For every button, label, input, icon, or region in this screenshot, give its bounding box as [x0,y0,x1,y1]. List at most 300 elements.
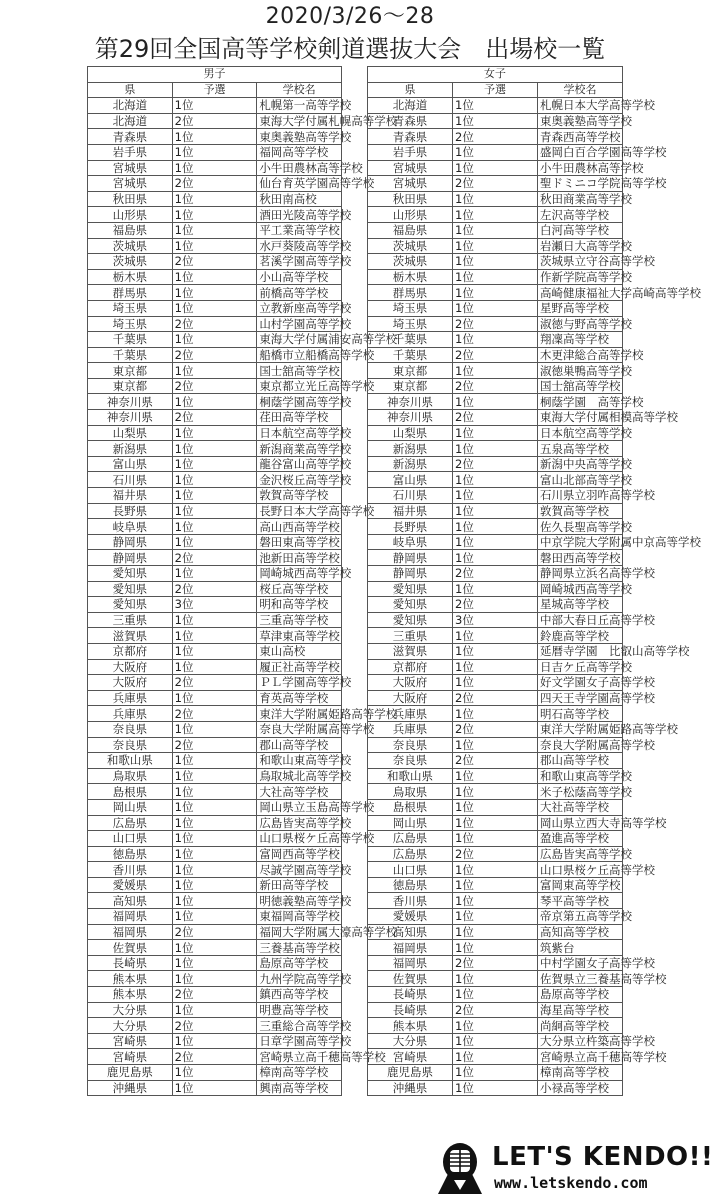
qualifier-rank-cell: 1位 [172,893,257,909]
table-row [88,831,342,847]
qualifier-rank-cell: 1位 [172,425,257,441]
prefecture-cell: 大阪府 [88,659,173,675]
school-name-cell: 佐賀県立三養基高等学校 [538,971,623,987]
table-row [88,706,342,722]
school-name-cell: 草津東高等学校 [257,628,342,644]
table-row [88,581,342,597]
qualifier-rank-cell: 2位 [453,456,538,472]
prefecture-cell: 新潟県 [88,441,173,457]
school-name-cell: 新田高等学校 [257,877,342,893]
qualifier-rank-cell: 1位 [453,659,538,675]
prefecture-cell: 栃木県 [368,269,453,285]
table-row [368,519,623,535]
school-name-cell: 桐蔭学園高等学校 [257,394,342,410]
qualifier-rank-cell: 2位 [172,1049,257,1065]
table-row [368,566,623,582]
prefecture-cell: 三重県 [368,628,453,644]
qualifier-rank-cell: 1位 [172,238,257,254]
school-name-cell: 磐田西高等学校 [538,550,623,566]
qualifier-rank-cell: 2位 [453,129,538,145]
table-row [368,1018,623,1034]
table-row [88,643,342,659]
prefecture-cell: 秋田県 [368,191,453,207]
school-name-cell: 岩瀬日大高等学校 [538,238,623,254]
table-row [88,737,342,753]
qualifier-rank-cell: 2位 [172,347,257,363]
table-row [88,1002,342,1018]
qualifier-rank-cell: 1位 [172,285,257,301]
school-name-cell: 立教新座高等学校 [257,300,342,316]
prefecture-cell: 山梨県 [88,425,173,441]
school-name-cell: 小山高等学校 [257,269,342,285]
qualifier-rank-cell: 1位 [172,971,257,987]
prefecture-cell: 香川県 [88,862,173,878]
table-row [368,378,623,394]
prefecture-cell: 群馬県 [368,285,453,301]
prefecture-cell: 京都府 [88,643,173,659]
prefecture-cell: 宮城県 [88,160,173,176]
school-name-cell: 九州学院高等学校 [257,971,342,987]
prefecture-cell: 鹿児島県 [368,1065,453,1081]
prefecture-cell: 静岡県 [368,566,453,582]
table-row [368,254,623,270]
qualifier-rank-cell: 1位 [172,98,257,114]
qualifier-rank-cell: 1位 [172,456,257,472]
qualifier-rank-cell: 1位 [172,144,257,160]
school-name-cell: 茗溪学園高等学校 [257,254,342,270]
qualifier-rank-cell: 1位 [453,332,538,348]
logo-url: www.letskendo.com [494,1174,648,1192]
table-row [88,254,342,270]
school-name-cell: 郡山高等学校 [538,753,623,769]
table-row [368,456,623,472]
table-row [368,753,623,769]
qualifier-rank-cell: 2位 [172,410,257,426]
school-name-cell: 淑徳与野高等学校 [538,316,623,332]
prefecture-cell: 福井県 [368,503,453,519]
school-name-cell: 和歌山東高等学校 [257,753,342,769]
table-row [88,316,342,332]
prefecture-cell: 兵庫県 [88,690,173,706]
prefecture-cell: 岩手県 [368,144,453,160]
qualifier-rank-cell: 1位 [453,472,538,488]
school-name-cell: 育英高等学校 [257,690,342,706]
qualifier-rank-cell: 1位 [172,1002,257,1018]
table-row [88,160,342,176]
prefecture-cell: 宮城県 [368,176,453,192]
table-row [368,862,623,878]
prefecture-cell: 佐賀県 [88,940,173,956]
qualifier-rank-cell: 1位 [172,1033,257,1049]
table-row [88,971,342,987]
prefecture-cell: 徳島県 [368,877,453,893]
table-row [368,191,623,207]
school-name-cell: 青森西高等学校 [538,129,623,145]
school-name-cell: 明豊高等学校 [257,1002,342,1018]
table-row [88,113,342,129]
school-name-cell: 桐蔭学園 高等学校 [538,394,623,410]
prefecture-cell: 石川県 [88,472,173,488]
school-name-cell: 東洋大学附属姫路高等学校 [257,706,342,722]
school-name-cell: 仙台育英学園高等学校 [257,176,342,192]
prefecture-cell: 山口県 [368,862,453,878]
school-name-cell: 興南高等学校 [257,1080,342,1096]
prefecture-cell: 岡山県 [368,815,453,831]
column-header-school: 学校名 [538,82,623,98]
table-row [88,363,342,379]
prefecture-cell: 茨城県 [88,238,173,254]
prefecture-cell: 島根県 [88,784,173,800]
prefecture-cell: 鳥取県 [368,784,453,800]
qualifier-rank-cell: 1位 [453,488,538,504]
prefecture-cell: 埼玉県 [88,300,173,316]
qualifier-rank-cell: 2位 [453,316,538,332]
prefecture-cell: 兵庫県 [368,706,453,722]
prefecture-cell: 大阪府 [368,675,453,691]
prefecture-cell: 和歌山県 [368,768,453,784]
school-name-cell: 郡山高等学校 [257,737,342,753]
school-name-cell: 宮崎県立高千穂高等学校 [257,1049,342,1065]
prefecture-cell: 神奈川県 [88,394,173,410]
table-row [88,1018,342,1034]
qualifier-rank-cell: 1位 [453,207,538,223]
school-name-cell: ＰＬ学園高等学校 [257,675,342,691]
qualifier-rank-cell: 2位 [172,675,257,691]
school-name-cell: 国士舘高等学校 [538,378,623,394]
table-row [88,456,342,472]
table-row [88,269,342,285]
school-name-cell: 聖ドミニコ学院高等学校 [538,176,623,192]
school-name-cell: 島原高等学校 [257,955,342,971]
prefecture-cell: 広島県 [368,831,453,847]
table-row [368,924,623,940]
table-row [368,1002,623,1018]
qualifier-rank-cell: 2位 [453,597,538,613]
prefecture-cell: 大阪府 [88,675,173,691]
prefecture-cell: 埼玉県 [368,300,453,316]
column-header-prefecture: 県 [368,82,453,98]
table-row [88,909,342,925]
school-name-cell: 新潟中央高等学校 [538,456,623,472]
table-row [88,176,342,192]
table-row [368,472,623,488]
prefecture-cell: 新潟県 [368,456,453,472]
school-name-cell: 東奥義塾高等学校 [538,113,623,129]
school-name-cell: 敦賀高等学校 [538,503,623,519]
prefecture-cell: 北海道 [368,98,453,114]
qualifier-rank-cell: 1位 [453,441,538,457]
table-row [368,98,623,114]
qualifier-rank-cell: 1位 [172,862,257,878]
school-name-cell: 金沢桜丘高等学校 [257,472,342,488]
prefecture-cell: 静岡県 [88,550,173,566]
prefecture-cell: 北海道 [88,113,173,129]
qualifier-rank-cell: 1位 [453,737,538,753]
school-name-cell: 秋田商業高等学校 [538,191,623,207]
table-row [88,300,342,316]
qualifier-rank-cell: 1位 [453,519,538,535]
table-row [368,160,623,176]
qualifier-rank-cell: 1位 [172,269,257,285]
qualifier-rank-cell: 1位 [453,784,538,800]
school-name-cell: 中部大春日丘高等学校 [538,612,623,628]
table-row [88,129,342,145]
table-row [368,955,623,971]
school-name-cell: 星野高等学校 [538,300,623,316]
prefecture-cell: 福岡県 [88,924,173,940]
qualifier-rank-cell: 2位 [172,254,257,270]
school-name-cell: 日吉ケ丘高等学校 [538,659,623,675]
qualifier-rank-cell: 1位 [172,831,257,847]
prefecture-cell: 熊本県 [88,987,173,1003]
school-name-cell: 尽誠学園高等学校 [257,862,342,878]
school-name-cell: 履正社高等学校 [257,659,342,675]
table-row [368,971,623,987]
table-row [368,222,623,238]
prefecture-cell: 群馬県 [88,285,173,301]
table-row [368,784,623,800]
prefecture-cell: 愛媛県 [88,877,173,893]
school-name-cell: 茨城県立守谷高等学校 [538,254,623,270]
school-name-cell: 静岡県立浜名高等学校 [538,566,623,582]
table-row [88,425,342,441]
qualifier-rank-cell: 1位 [172,1080,257,1096]
table-row [368,410,623,426]
qualifier-rank-cell: 2位 [453,721,538,737]
qualifier-rank-cell: 1位 [172,877,257,893]
qualifier-rank-cell: 1位 [172,784,257,800]
qualifier-rank-cell: 2位 [172,987,257,1003]
table-row [368,1033,623,1049]
table-row [88,285,342,301]
qualifier-rank-cell: 1位 [453,768,538,784]
prefecture-cell: 福島県 [368,222,453,238]
prefecture-cell: 島根県 [368,799,453,815]
school-name-cell: 日本航空高等学校 [538,425,623,441]
school-name-cell: 東山高校 [257,643,342,659]
qualifier-rank-cell: 1位 [172,659,257,675]
table-row [88,675,342,691]
prefecture-cell: 鹿児島県 [88,1065,173,1081]
qualifier-rank-cell: 1位 [172,519,257,535]
school-name-cell: 大社高等学校 [538,799,623,815]
column-header-qualifier: 予選 [172,82,257,98]
table-row [368,1049,623,1065]
school-name-cell: 作新学院高等学校 [538,269,623,285]
prefecture-cell: 長崎県 [88,955,173,971]
prefecture-cell: 京都府 [368,659,453,675]
prefecture-cell: 茨城県 [88,254,173,270]
qualifier-rank-cell: 2位 [453,410,538,426]
table-row [88,1049,342,1065]
qualifier-rank-cell: 1位 [172,566,257,582]
qualifier-rank-cell: 1位 [453,285,538,301]
qualifier-rank-cell: 1位 [453,191,538,207]
school-name-cell: 小牛田農林高等学校 [257,160,342,176]
table-row [368,690,623,706]
female-section-header-row [368,67,623,83]
table-row [368,628,623,644]
school-name-cell: 荏田高等学校 [257,410,342,426]
table-row [88,784,342,800]
prefecture-cell: 愛媛県 [368,909,453,925]
prefecture-cell: 山形県 [368,207,453,223]
school-name-cell: 山口県桜ケ丘高等学校 [538,862,623,878]
school-name-cell: 小禄高等学校 [538,1080,623,1096]
qualifier-rank-cell: 2位 [172,176,257,192]
table-row [88,238,342,254]
table-row [368,721,623,737]
qualifier-rank-cell: 1位 [172,628,257,644]
table-row [368,799,623,815]
table-row [88,628,342,644]
column-header-prefecture: 県 [88,82,173,98]
table-row [368,503,623,519]
qualifier-rank-cell: 1位 [172,488,257,504]
qualifier-rank-cell: 2位 [453,378,538,394]
table-row [368,316,623,332]
school-name-cell: 三重高等学校 [257,612,342,628]
school-name-cell: 好文学園女子高等学校 [538,675,623,691]
school-name-cell: 富岡東高等学校 [538,877,623,893]
prefecture-cell: 長崎県 [368,1002,453,1018]
qualifier-rank-cell: 1位 [453,503,538,519]
male-column-header-row [88,82,342,98]
school-name-cell: 広島皆実高等学校 [257,815,342,831]
table-row [88,862,342,878]
qualifier-rank-cell: 1位 [172,160,257,176]
qualifier-rank-cell: 1位 [172,300,257,316]
qualifier-rank-cell: 1位 [172,191,257,207]
qualifier-rank-cell: 1位 [172,721,257,737]
prefecture-cell: 愛知県 [88,566,173,582]
prefecture-cell: 和歌山県 [88,753,173,769]
prefecture-cell: 茨城県 [368,238,453,254]
prefecture-cell: 石川県 [368,488,453,504]
prefecture-cell: 千葉県 [88,332,173,348]
qualifier-rank-cell: 2位 [172,1018,257,1034]
qualifier-rank-cell: 1位 [453,940,538,956]
qualifier-rank-cell: 1位 [453,425,538,441]
prefecture-cell: 奈良県 [368,737,453,753]
table-row [368,940,623,956]
qualifier-rank-cell: 1位 [453,1033,538,1049]
school-name-cell: 東福岡高等学校 [257,909,342,925]
prefecture-cell: 兵庫県 [368,721,453,737]
school-name-cell: 東海大学付属札幌高等学校 [257,113,342,129]
prefecture-cell: 秋田県 [88,191,173,207]
prefecture-cell: 宮崎県 [88,1033,173,1049]
prefecture-cell: 愛知県 [88,597,173,613]
prefecture-cell: 神奈川県 [368,394,453,410]
table-row [368,176,623,192]
qualifier-rank-cell: 1位 [453,160,538,176]
table-row [368,706,623,722]
prefecture-cell: 北海道 [88,98,173,114]
table-row [88,924,342,940]
qualifier-rank-cell: 1位 [453,363,538,379]
qualifier-rank-cell: 1位 [172,955,257,971]
qualifier-rank-cell: 1位 [172,815,257,831]
column-header-qualifier: 予選 [453,82,538,98]
school-name-cell: 鳥取城北高等学校 [257,768,342,784]
qualifier-rank-cell: 1位 [172,940,257,956]
table-row [368,300,623,316]
table-row [88,955,342,971]
qualifier-rank-cell: 1位 [172,753,257,769]
qualifier-rank-cell: 1位 [453,706,538,722]
qualifier-rank-cell: 2位 [453,955,538,971]
school-name-cell: 奈良大学附属高等学校 [257,721,342,737]
table-row [368,815,623,831]
prefecture-cell: 福井県 [88,488,173,504]
school-name-cell: 盈進高等学校 [538,831,623,847]
qualifier-rank-cell: 3位 [172,597,257,613]
prefecture-cell: 山形県 [88,207,173,223]
school-name-cell: 翔凜高等学校 [538,332,623,348]
prefecture-cell: 長野県 [368,519,453,535]
qualifier-rank-cell: 1位 [453,831,538,847]
school-name-cell: 札幌日本大学高等学校 [538,98,623,114]
event-date: 2020/3/26〜28 [265,4,435,29]
school-name-cell: 桜丘高等学校 [257,581,342,597]
school-name-cell: 左沢高等学校 [538,207,623,223]
table-row [88,940,342,956]
table-row [368,909,623,925]
prefecture-cell: 静岡県 [88,534,173,550]
prefecture-cell: 高知県 [368,924,453,940]
school-name-cell: 和歌山東高等学校 [538,768,623,784]
column-header-school: 学校名 [257,82,342,98]
school-name-cell: 秋田南高校 [257,191,342,207]
qualifier-rank-cell: 1位 [172,129,257,145]
prefecture-cell: 東京都 [88,363,173,379]
qualifier-rank-cell: 1位 [172,394,257,410]
qualifier-rank-cell: 1位 [453,893,538,909]
prefecture-cell: 高知県 [88,893,173,909]
table-row [368,877,623,893]
table-row [88,1080,342,1096]
table-row [368,1080,623,1096]
school-name-cell: 奈良大学附属高等学校 [538,737,623,753]
logo-text: LET'S KENDO!! [492,1142,713,1172]
school-name-cell: 明和高等学校 [257,597,342,613]
prefecture-cell: 三重県 [88,612,173,628]
qualifier-rank-cell: 1位 [172,643,257,659]
school-name-cell: 岡崎城西高等学校 [257,566,342,582]
school-name-cell: 日本航空高等学校 [257,425,342,441]
table-row [368,425,623,441]
table-row [88,503,342,519]
table-row [368,659,623,675]
qualifier-rank-cell: 1位 [453,1049,538,1065]
school-name-cell: 大分県立杵築高等学校 [538,1033,623,1049]
qualifier-rank-cell: 1位 [172,332,257,348]
prefecture-cell: 東京都 [368,378,453,394]
table-row [88,846,342,862]
qualifier-rank-cell: 1位 [453,628,538,644]
qualifier-rank-cell: 2位 [453,690,538,706]
prefecture-cell: 徳島県 [88,846,173,862]
table-row [88,191,342,207]
school-name-cell: 淑徳巣鴨高等学校 [538,363,623,379]
school-name-cell: 福岡高等学校 [257,144,342,160]
school-name-cell: 富岡西高等学校 [257,846,342,862]
prefecture-cell: 長崎県 [368,987,453,1003]
school-name-cell: 盛岡白百合学園高等学校 [538,144,623,160]
school-name-cell: 福岡大学附属大濠高等学校 [257,924,342,940]
table-row [88,394,342,410]
